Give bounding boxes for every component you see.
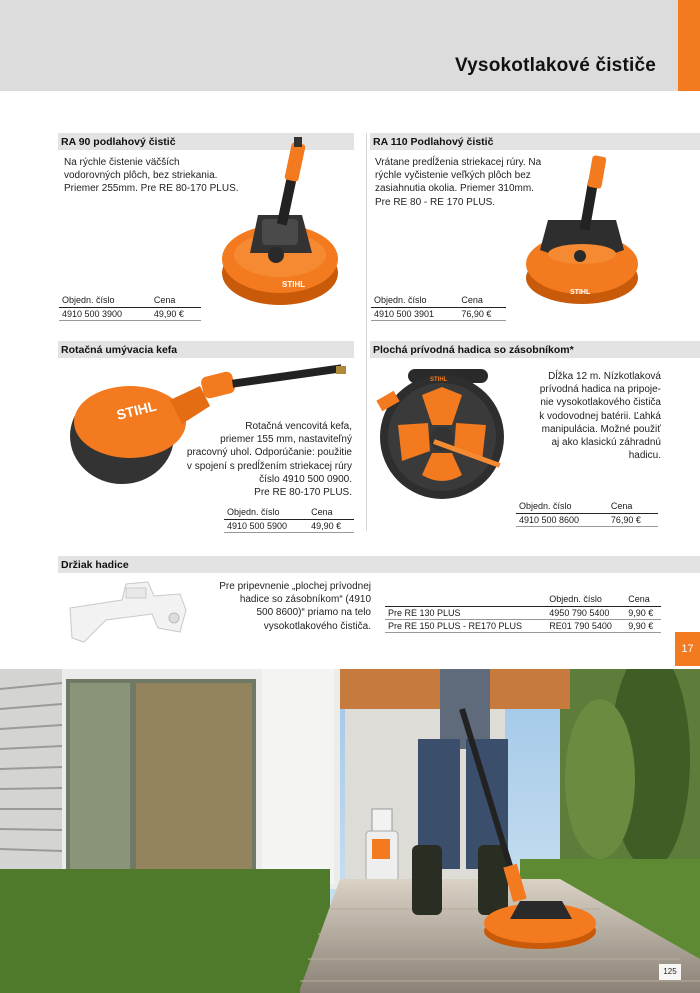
price: 9,90 € [625,619,661,632]
col-order-number: Objedn. číslo [59,294,151,307]
desc-line: číslo 4910 500 0900. [259,473,352,485]
table-header-row [385,593,661,606]
model: Pre RE 130 PLUS [385,606,546,619]
desc-line: Pre pripevnenie „plochej prívodnej [219,581,371,592]
price: 76,90 € [608,513,658,526]
table-row [385,606,661,619]
col-price: Cena [608,500,658,513]
stihl-logo: STIHL [430,377,448,383]
desc-line: Pre RE 80 - RE 170 PLUS. [375,196,496,208]
ra110-product-image [520,150,650,310]
table-row [371,307,506,320]
section-title: RA 90 podlahový čistič [61,136,176,148]
section-header-hose [370,341,700,358]
col-price: Cena [308,506,354,519]
desc-line: priemer 155 mm, nastaviteľný [220,434,352,446]
order-number: 4950 790 5400 [546,606,625,619]
section-title: Držiak hadice [61,559,129,571]
desc-line: Dĺžka 12 m. Nízkotlaková [548,371,661,382]
table-row [59,307,201,320]
table-row [516,513,658,526]
table-row [385,619,661,632]
page-header [0,0,678,91]
desc-line: hadice so zásobníkom“ (4910 [239,594,371,606]
order-number: RE01 790 5400 [546,619,625,632]
desc-line: hadicu. [628,450,661,462]
ra90-product-image [210,135,350,313]
column-divider [366,133,367,531]
desc-line: prívodná hadica na pripoje- [539,384,661,396]
stihl-logo: STIHL [282,280,306,289]
stihl-logo: STIHL [114,397,158,423]
desc-line: Vrátane predĺženia striekacej rúry. Na [375,157,542,168]
section-title: Plochá prívodná hadica so zásobníkom* [373,344,574,356]
col-price: Cena [151,294,201,307]
table-header-row [59,294,201,307]
desc-line: pracovný uhol. Odporúčanie: použitie [186,447,352,459]
desc-line: v spojení s predĺžením striekacej rúry [186,460,352,472]
table-header-row [224,506,354,519]
price: 49,90 € [308,519,354,532]
desc-line: Na rýchle čistenie väčších [64,157,180,168]
order-number: 4910 500 3900 [59,307,151,320]
holder-description [190,580,371,633]
col-model [385,593,546,606]
brush-description [170,420,352,499]
desc-line: zasiahnutia okolia. Priemer 310mm. [375,183,534,195]
header-accent-bar [678,0,700,91]
section-header-holder [58,556,700,573]
section-title: Rotačná umývacia kefa [61,344,178,356]
desc-line: Priemer 255mm. Pre RE 80-170 PLUS. [64,183,239,195]
hose-order-table [516,500,658,527]
price: 49,90 € [151,307,201,320]
order-number: 4910 500 8600 [516,513,608,526]
col-order-number: Objedn. číslo [516,500,608,513]
desc-line: vodorovných plôch, bez striekania. [64,170,218,182]
desc-line: Pre RE 80-170 PLUS. [254,487,352,499]
table-header-row [371,294,506,307]
hose-holder-product-image [62,578,192,646]
desc-line: Rotačná vencovitá kefa, [245,421,352,432]
price: 9,90 € [625,606,661,619]
chapter-tab: 17 [675,632,700,666]
desc-line: rýchle vyčistenie veľkých plôch bez [375,170,531,182]
page-title: Vysokotlakové čističe [455,55,656,76]
price: 76,90 € [458,307,506,320]
section-header-ra110 [370,133,700,150]
lifestyle-photo [0,669,700,993]
section-title: RA 110 Podlahový čistič [373,136,494,148]
desc-line: aj ako klasickú záhradnú [551,437,661,449]
page-number: 125 [659,964,681,980]
holder-order-table [385,593,661,633]
brush-order-table [224,506,354,533]
col-price: Cena [458,294,506,307]
model: Pre RE 150 PLUS - RE170 PLUS [385,619,546,632]
table-row [224,519,354,532]
ra90-order-table [59,294,201,321]
hose-description [514,370,661,462]
order-number: 4910 500 5900 [224,519,308,532]
order-number: 4910 500 3901 [371,307,458,320]
desc-line: vysokotlakového čističa. [263,620,371,632]
hose-reel-product-image [372,365,512,505]
col-price: Cena [625,593,661,606]
section-header-brush [58,341,354,358]
desc-line: 500 8600)“ priamo na telo [256,607,371,619]
ra110-order-table [371,294,506,321]
table-header-row [516,500,658,513]
desc-line: k vodovodnej batérii. Ľahká [539,410,661,422]
desc-line: nie vysokotlakového čističa [540,397,661,409]
col-order-number: Objedn. číslo [371,294,458,307]
col-order-number: Objedn. číslo [546,593,625,606]
col-order-number: Objedn. číslo [224,506,308,519]
stihl-logo: STIHL [570,289,591,296]
desc-line: manipulácia. Možné použiť [541,423,661,435]
